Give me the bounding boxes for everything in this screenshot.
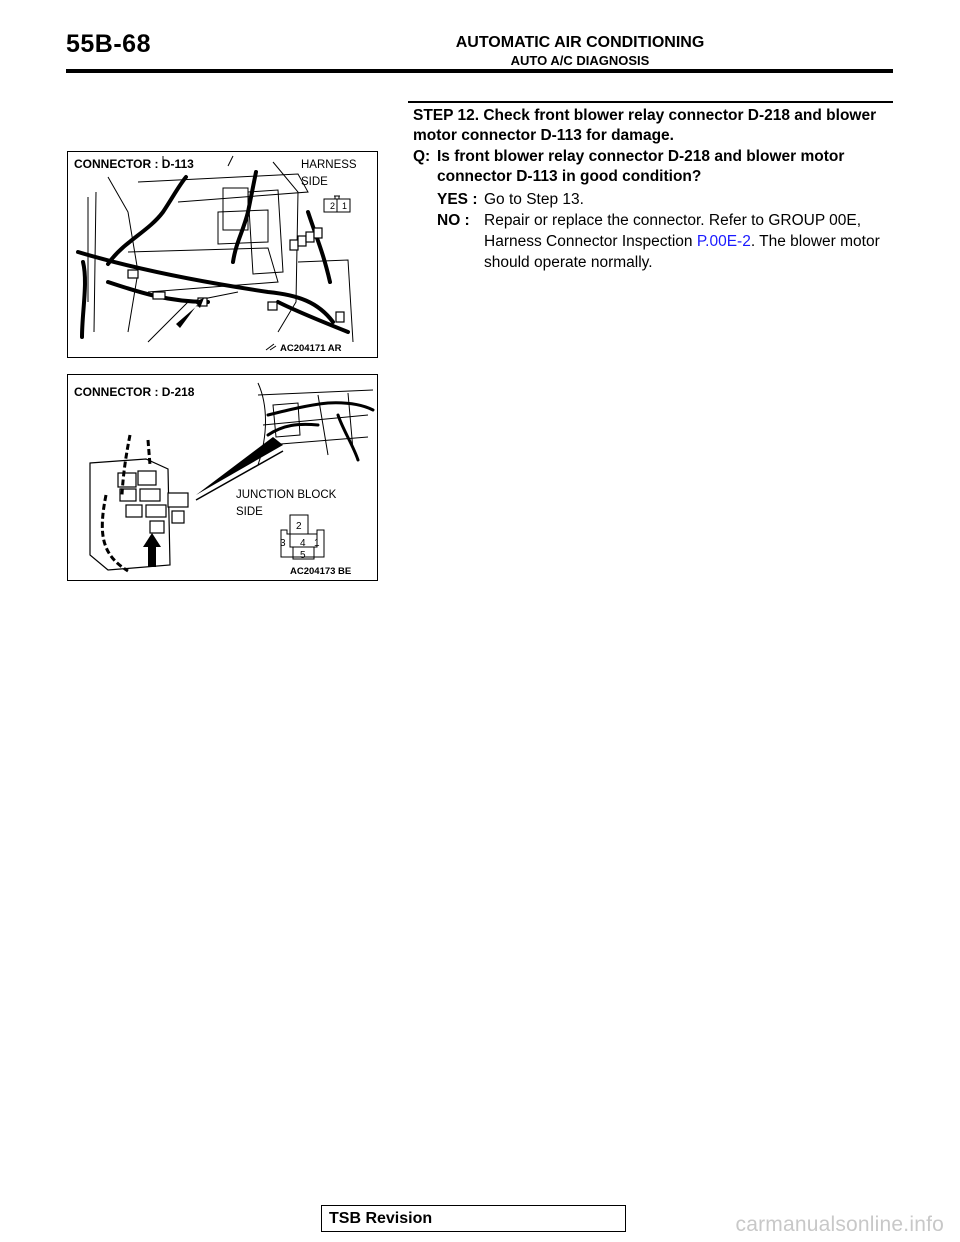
junction-block-label: JUNCTION BLOCK [236, 489, 337, 501]
no-text [484, 210, 884, 273]
watermark: carmanualsonline.info [735, 1213, 944, 1236]
no-text-end: . The blower motor should operate normally. [484, 233, 880, 271]
step-heading: STEP 12. Check front blower relay connector D-218 and blower motor connector D-113 for damage. [413, 107, 877, 144]
connector-label: CONNECTOR : D-218 [74, 385, 195, 399]
tsb-revision-label: TSB Revision [329, 1210, 433, 1227]
question-text: Is front blower relay connector D-218 and blower motor connector D-113 in good condition? [437, 148, 845, 185]
yes-label: YES : [437, 191, 478, 208]
pin-label: 2 [330, 201, 336, 211]
section-title: AUTOMATIC AIR CONDITIONING [455, 34, 705, 51]
pin-label: 3 [280, 538, 286, 549]
no-label: NO : [437, 212, 470, 229]
pin-label: 1 [314, 538, 320, 549]
pin-label: 1 [342, 201, 348, 211]
section-subtitle: AUTO A/C DIAGNOSIS [510, 53, 650, 68]
yes-text: Go to Step 13. [484, 191, 584, 208]
page-number: 55B-68 [66, 30, 151, 58]
header-rule [66, 69, 893, 73]
connector-label: CONNECTOR : D-113 [74, 157, 194, 171]
figure-connector-d113 [67, 151, 378, 358]
junction-block-side-label: SIDE [236, 506, 263, 518]
figure-connector-d218 [67, 374, 378, 581]
question-prefix: Q: [413, 148, 431, 165]
pin-label: 2 [296, 521, 302, 532]
harness-side-label: HARNESS SIDE [301, 159, 357, 188]
step-rule [408, 101, 893, 103]
pin-label: 5 [300, 550, 306, 561]
pin-label: 4 [300, 538, 306, 549]
figure-code: AC204171 AR [280, 343, 342, 354]
junction-block-illustration [68, 375, 377, 580]
footer-box [321, 1205, 626, 1232]
reference-link[interactable]: P.00E-2 [696, 233, 751, 250]
figure-code: AC204173 BE [290, 566, 352, 577]
no-text-start: Repair or replace the connector. Refer to GROUP 00E, Harness Connector Inspection [484, 212, 862, 250]
